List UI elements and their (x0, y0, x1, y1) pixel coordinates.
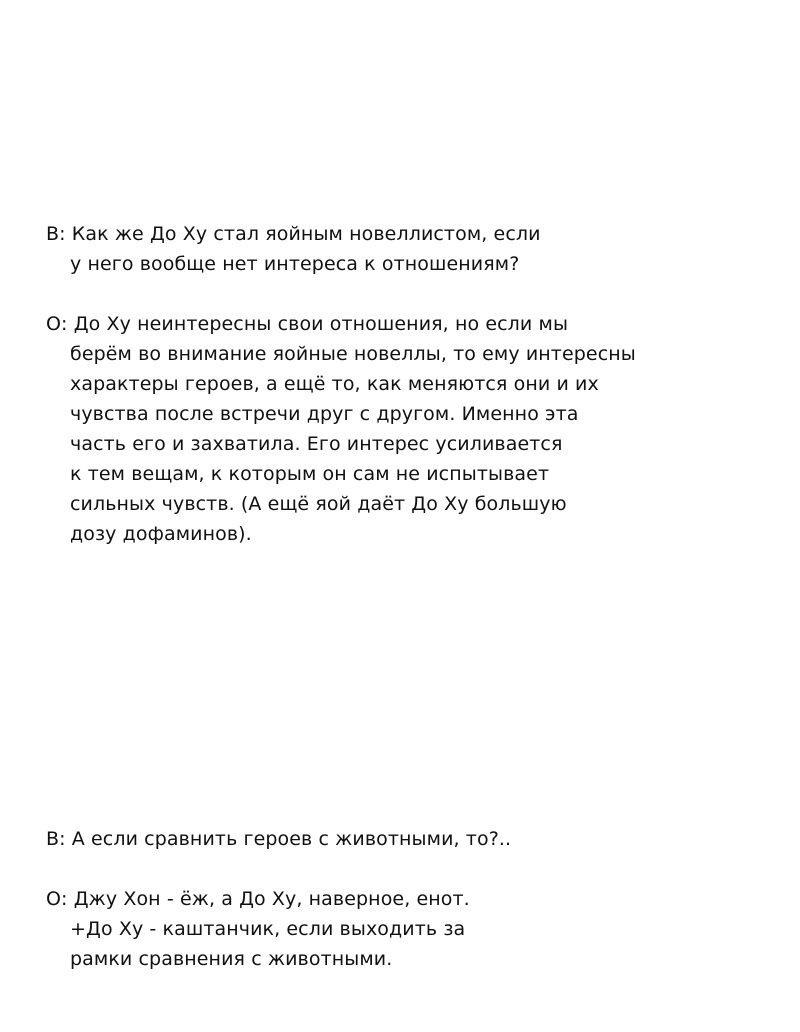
answer-line: часть его и захватила. Его интерес усиливается (70, 433, 563, 455)
question-line: В: Как же До Ху стал яойным новеллистом, если (46, 223, 541, 245)
answer-line: О: Джу Хон - ёж, а До Ху, наверное, енот. (46, 888, 470, 910)
question-line: у него вообще нет интереса к отношениям? (70, 253, 520, 275)
question-block-1 (46, 219, 746, 279)
answer-line: дозу дофаминов). (70, 523, 252, 545)
answer-block-2 (46, 884, 746, 974)
answer-line: рамки сравнения с животными. (70, 948, 393, 970)
answer-line: сильных чувств. (А ещё яой даёт До Ху большую (70, 493, 567, 515)
answer-line: характеры героев, а ещё то, как меняются они и их (70, 373, 599, 395)
answer-line: берём во внимание яойные новеллы, то ему интересны (70, 343, 636, 365)
answer-line: О: До Ху неинтересны свои отношения, но если мы (46, 313, 569, 335)
question-block-2 (46, 824, 746, 854)
answer-block-1 (46, 309, 746, 549)
answer-line: к тем вещам, к которым он сам не испытывает (70, 463, 550, 485)
answer-line: +До Ху - каштанчик, если выходить за (70, 918, 466, 940)
answer-line: чувства после встречи друг с другом. Именно эта (70, 403, 579, 425)
question-line: В: А если сравнить героев с животными, то?.. (46, 828, 512, 850)
